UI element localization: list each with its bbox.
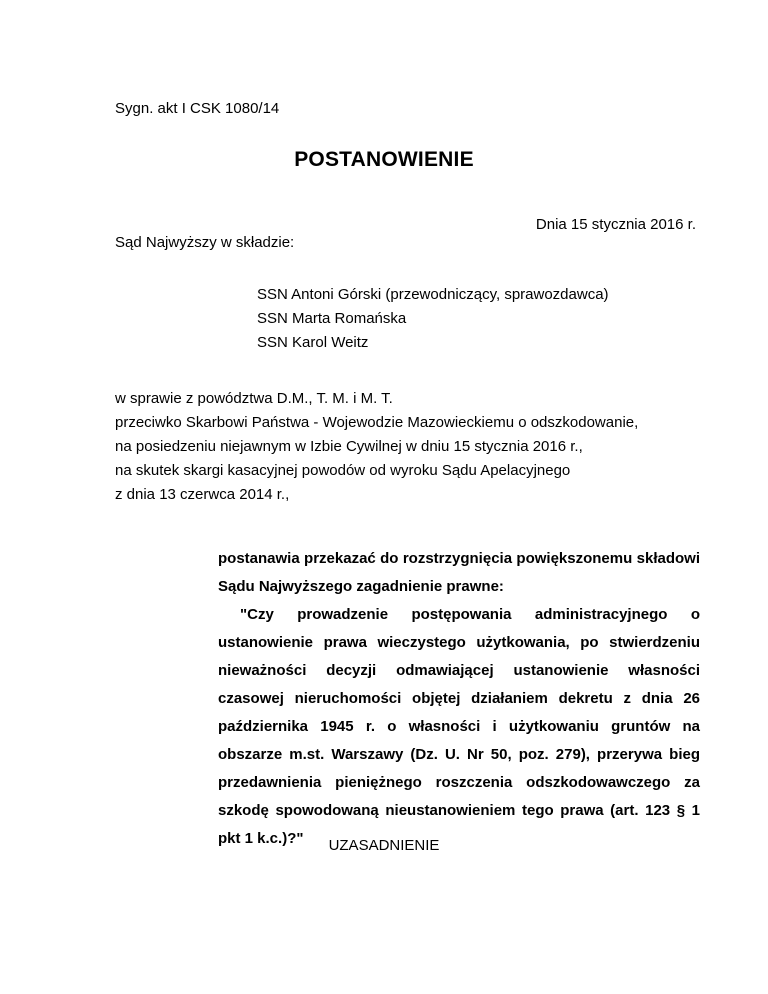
case-line: przeciwko Skarbowi Państwa - Wojewodzie Mazowieckiemu o odszkodowanie,	[115, 414, 639, 431]
case-line: na posiedzeniu niejawnym w Izbie Cywilnej w dniu 15 stycznia 2016 r.,	[115, 438, 583, 455]
case-signature: Sygn. akt I CSK 1080/14	[115, 100, 280, 117]
judge-member: SSN Marta Romańska	[257, 310, 407, 327]
case-line: na skutek skargi kasacyjnej powodów od wyroku Sądu Apelacyjnego	[115, 462, 571, 479]
judge-presiding: SSN Antoni Górski (przewodniczący, sprawozdawca)	[257, 286, 609, 303]
ruling-decision: postanawia przekazać do rozstrzygnięcia powiększonemu składowi Sądu Najwyższego zagadnienie prawne:	[218, 550, 700, 595]
ruling-date: Dnia 15 stycznia 2016 r.	[535, 216, 696, 233]
legal-question: "Czy prowadzenie postępowania administracyjnego o ustanowienie prawa wieczystego użytkowania, po stwierdzeniu nieważności decyzji odmawiającej ustanowienie własności czasowej nieruchomości objętej działaniem dekretu z dnia 26 października 1945 r. o własności i użytkowaniu gruntów na obszarze m.st. Warszawy (Dz. U. Nr 50, poz. 279), przerywa bieg przedawnienia pieniężnego roszczenia odszkodowawczego za szkodę spowodowaną nieustanowieniem tego prawa (art. 123 § 1 pkt 1 k.c.)?"	[218, 606, 700, 847]
court-composition-intro: Sąd Najwyższy w składzie:	[115, 234, 295, 251]
judge-member: SSN Karol Weitz	[257, 334, 369, 351]
case-line: w sprawie z powództwa D.M., T. M. i M. T.	[115, 390, 393, 407]
ruling-operative-part	[218, 545, 700, 853]
case-description	[115, 387, 638, 507]
reasons-heading: UZASADNIENIE	[328, 837, 440, 854]
judges-panel	[257, 283, 609, 355]
case-line: z dnia 13 czerwca 2014 r.,	[115, 486, 290, 503]
document-title: POSTANOWIENIE	[294, 148, 474, 171]
